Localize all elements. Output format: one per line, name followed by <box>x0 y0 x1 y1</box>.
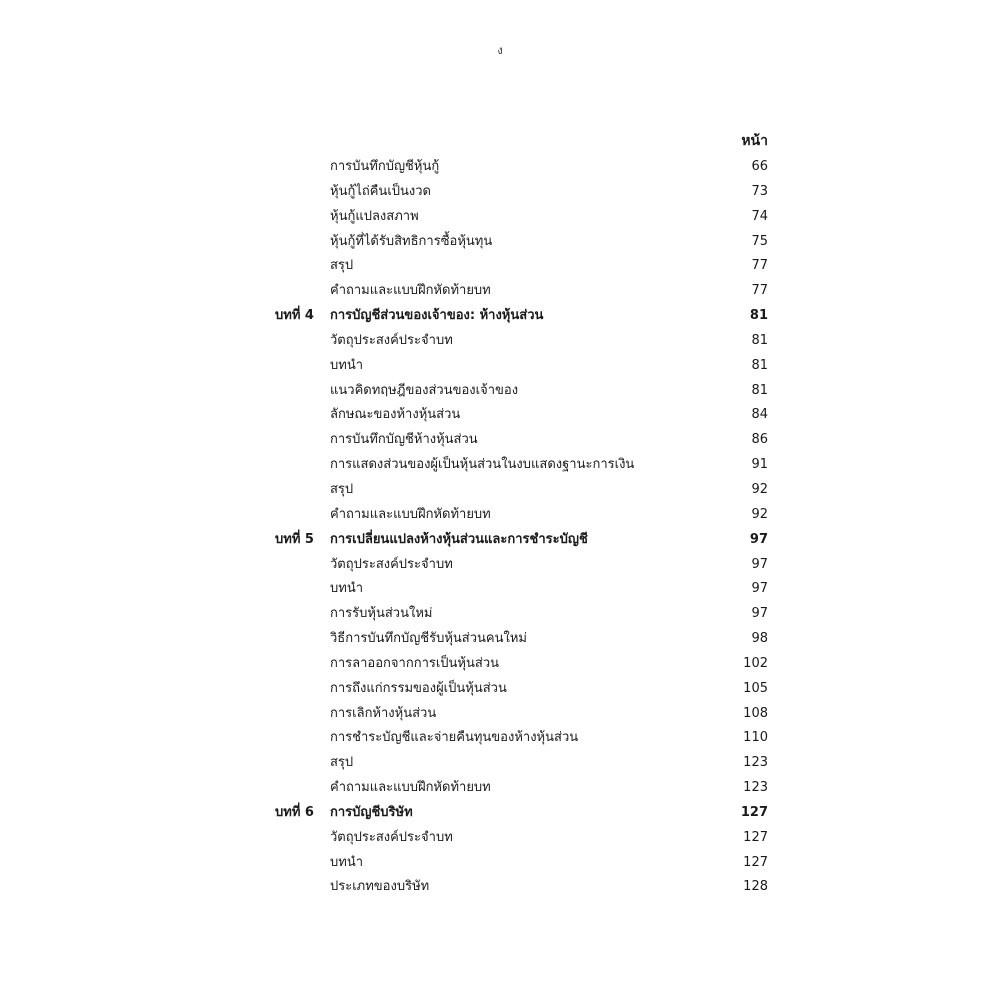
entry-title: การบันทึกบัญชีห้างหุ้นส่วน <box>330 432 478 448</box>
page-number: 81 <box>749 308 768 324</box>
toc-item-row <box>0 478 1000 503</box>
toc-item-row <box>0 652 1000 677</box>
page-number: 77 <box>751 258 768 274</box>
page-column-header: หน้า <box>741 133 768 149</box>
entry-title: บทนำ <box>330 581 364 597</box>
page-number: 123 <box>743 755 768 771</box>
toc-item-row <box>0 851 1000 876</box>
toc-item-row <box>0 230 1000 255</box>
page-number: 98 <box>751 631 768 647</box>
toc-item-row <box>0 553 1000 578</box>
page-number: 102 <box>743 655 768 671</box>
page-number: 73 <box>751 183 768 199</box>
page-number: 92 <box>751 506 768 522</box>
chapter-number: บทที่ 5 <box>275 531 314 547</box>
entry-title: คำถามและแบบฝึกหัดท้ายบท <box>330 283 491 299</box>
toc-item-row <box>0 577 1000 602</box>
page-number: 74 <box>751 208 768 224</box>
page-number: 127 <box>743 829 768 845</box>
entry-title: คำถามและแบบฝึกหัดท้ายบท <box>330 780 491 796</box>
entry-title: การบันทึกบัญชีหุ้นกู้ <box>330 159 440 174</box>
entry-title: คำถามและแบบฝึกหัดท้ายบท <box>330 506 491 522</box>
toc-item-row <box>0 726 1000 751</box>
page-number: 86 <box>751 432 768 448</box>
entry-title: การรับหุ้นส่วนใหม่ <box>330 606 433 622</box>
page-number: 108 <box>743 705 768 721</box>
chapter-title: การเปลี่ยนแปลงห้างหุ้นส่วนและการชำระบัญชี <box>330 531 588 547</box>
entry-title: วัตถุประสงค์ประจำบท <box>330 556 453 572</box>
table-of-contents <box>0 155 1000 900</box>
entry-title: หุ้นกู้ที่ได้รับสิทธิการซื้อหุ้นทุน <box>330 233 493 249</box>
entry-title: วิธีการบันทึกบัญชีรับหุ้นส่วนคนใหม่ <box>330 631 527 647</box>
toc-item-row <box>0 354 1000 379</box>
page-number: 81 <box>751 357 768 373</box>
page-number: 81 <box>751 332 768 348</box>
entry-title: วัตถุประสงค์ประจำบท <box>330 829 453 845</box>
entry-title: หุ้นกู้แปลงสภาพ <box>330 208 419 224</box>
toc-item-row <box>0 826 1000 851</box>
toc-item-row <box>0 751 1000 776</box>
entry-title: วัตถุประสงค์ประจำบท <box>330 332 453 348</box>
toc-item-row <box>0 205 1000 230</box>
entry-title: บทนำ <box>330 357 364 373</box>
toc-chapter-row <box>0 528 1000 553</box>
entry-title: สรุป <box>330 481 354 497</box>
page-number: 128 <box>743 879 768 895</box>
toc-item-row <box>0 279 1000 304</box>
toc-item-row <box>0 776 1000 801</box>
toc-item-row <box>0 180 1000 205</box>
entry-title: ประเภทของบริษัท <box>330 879 430 895</box>
toc-chapter-row <box>0 304 1000 329</box>
toc-item-row <box>0 403 1000 428</box>
page-number: 97 <box>749 531 768 547</box>
toc-item-row <box>0 428 1000 453</box>
page-number: 110 <box>743 730 768 746</box>
page-number: 91 <box>751 457 768 473</box>
entry-title: การชำระบัญชีและจ่ายคืนทุนของห้างหุ้นส่วน <box>330 730 579 746</box>
chapter-number: บทที่ 6 <box>275 804 314 820</box>
entry-title: สรุป <box>330 755 354 771</box>
page-number: 97 <box>751 556 768 572</box>
page-number: 77 <box>751 283 768 299</box>
entry-title: หุ้นกู้ไถ่คืนเป็นงวด <box>330 183 431 199</box>
page-number: 75 <box>751 233 768 249</box>
toc-item-row <box>0 677 1000 702</box>
page-number: 81 <box>751 382 768 398</box>
entry-title: ลักษณะของห้างหุ้นส่วน <box>330 407 461 423</box>
entry-title: การแสดงส่วนของผู้เป็นหุ้นส่วนในงบแสดงฐานะการเงิน <box>330 457 635 473</box>
toc-item-row <box>0 379 1000 404</box>
chapter-number: บทที่ 4 <box>275 308 314 324</box>
page-number: 97 <box>751 581 768 597</box>
chapter-title: การบัญชีบริษัท <box>330 804 413 820</box>
page-number: 105 <box>743 680 768 696</box>
page-number: 84 <box>751 407 768 423</box>
toc-item-row <box>0 254 1000 279</box>
page-number: 123 <box>743 780 768 796</box>
toc-item-row <box>0 503 1000 528</box>
page-marker: ง <box>497 44 503 57</box>
entry-title: การลาออกจากการเป็นหุ้นส่วน <box>330 655 500 671</box>
toc-item-row <box>0 155 1000 180</box>
page-number: 127 <box>743 854 768 870</box>
chapter-title: การบัญชีส่วนของเจ้าของ: ห้างหุ้นส่วน <box>330 308 544 324</box>
toc-item-row <box>0 602 1000 627</box>
toc-item-row <box>0 875 1000 900</box>
toc-chapter-row <box>0 801 1000 826</box>
page-number: 127 <box>740 804 768 820</box>
entry-title: แนวคิดทฤษฎีของส่วนของเจ้าของ <box>330 382 519 398</box>
toc-item-row <box>0 453 1000 478</box>
toc-item-row <box>0 702 1000 727</box>
toc-item-row <box>0 627 1000 652</box>
page-number: 97 <box>751 606 768 622</box>
entry-title: สรุป <box>330 258 354 274</box>
entry-title: การเลิกห้างหุ้นส่วน <box>330 705 437 721</box>
page-number: 66 <box>751 159 768 174</box>
page-number: 92 <box>751 481 768 497</box>
toc-item-row <box>0 329 1000 354</box>
entry-title: การถึงแก่กรรมของผู้เป็นหุ้นส่วน <box>330 680 507 696</box>
entry-title: บทนำ <box>330 854 364 870</box>
